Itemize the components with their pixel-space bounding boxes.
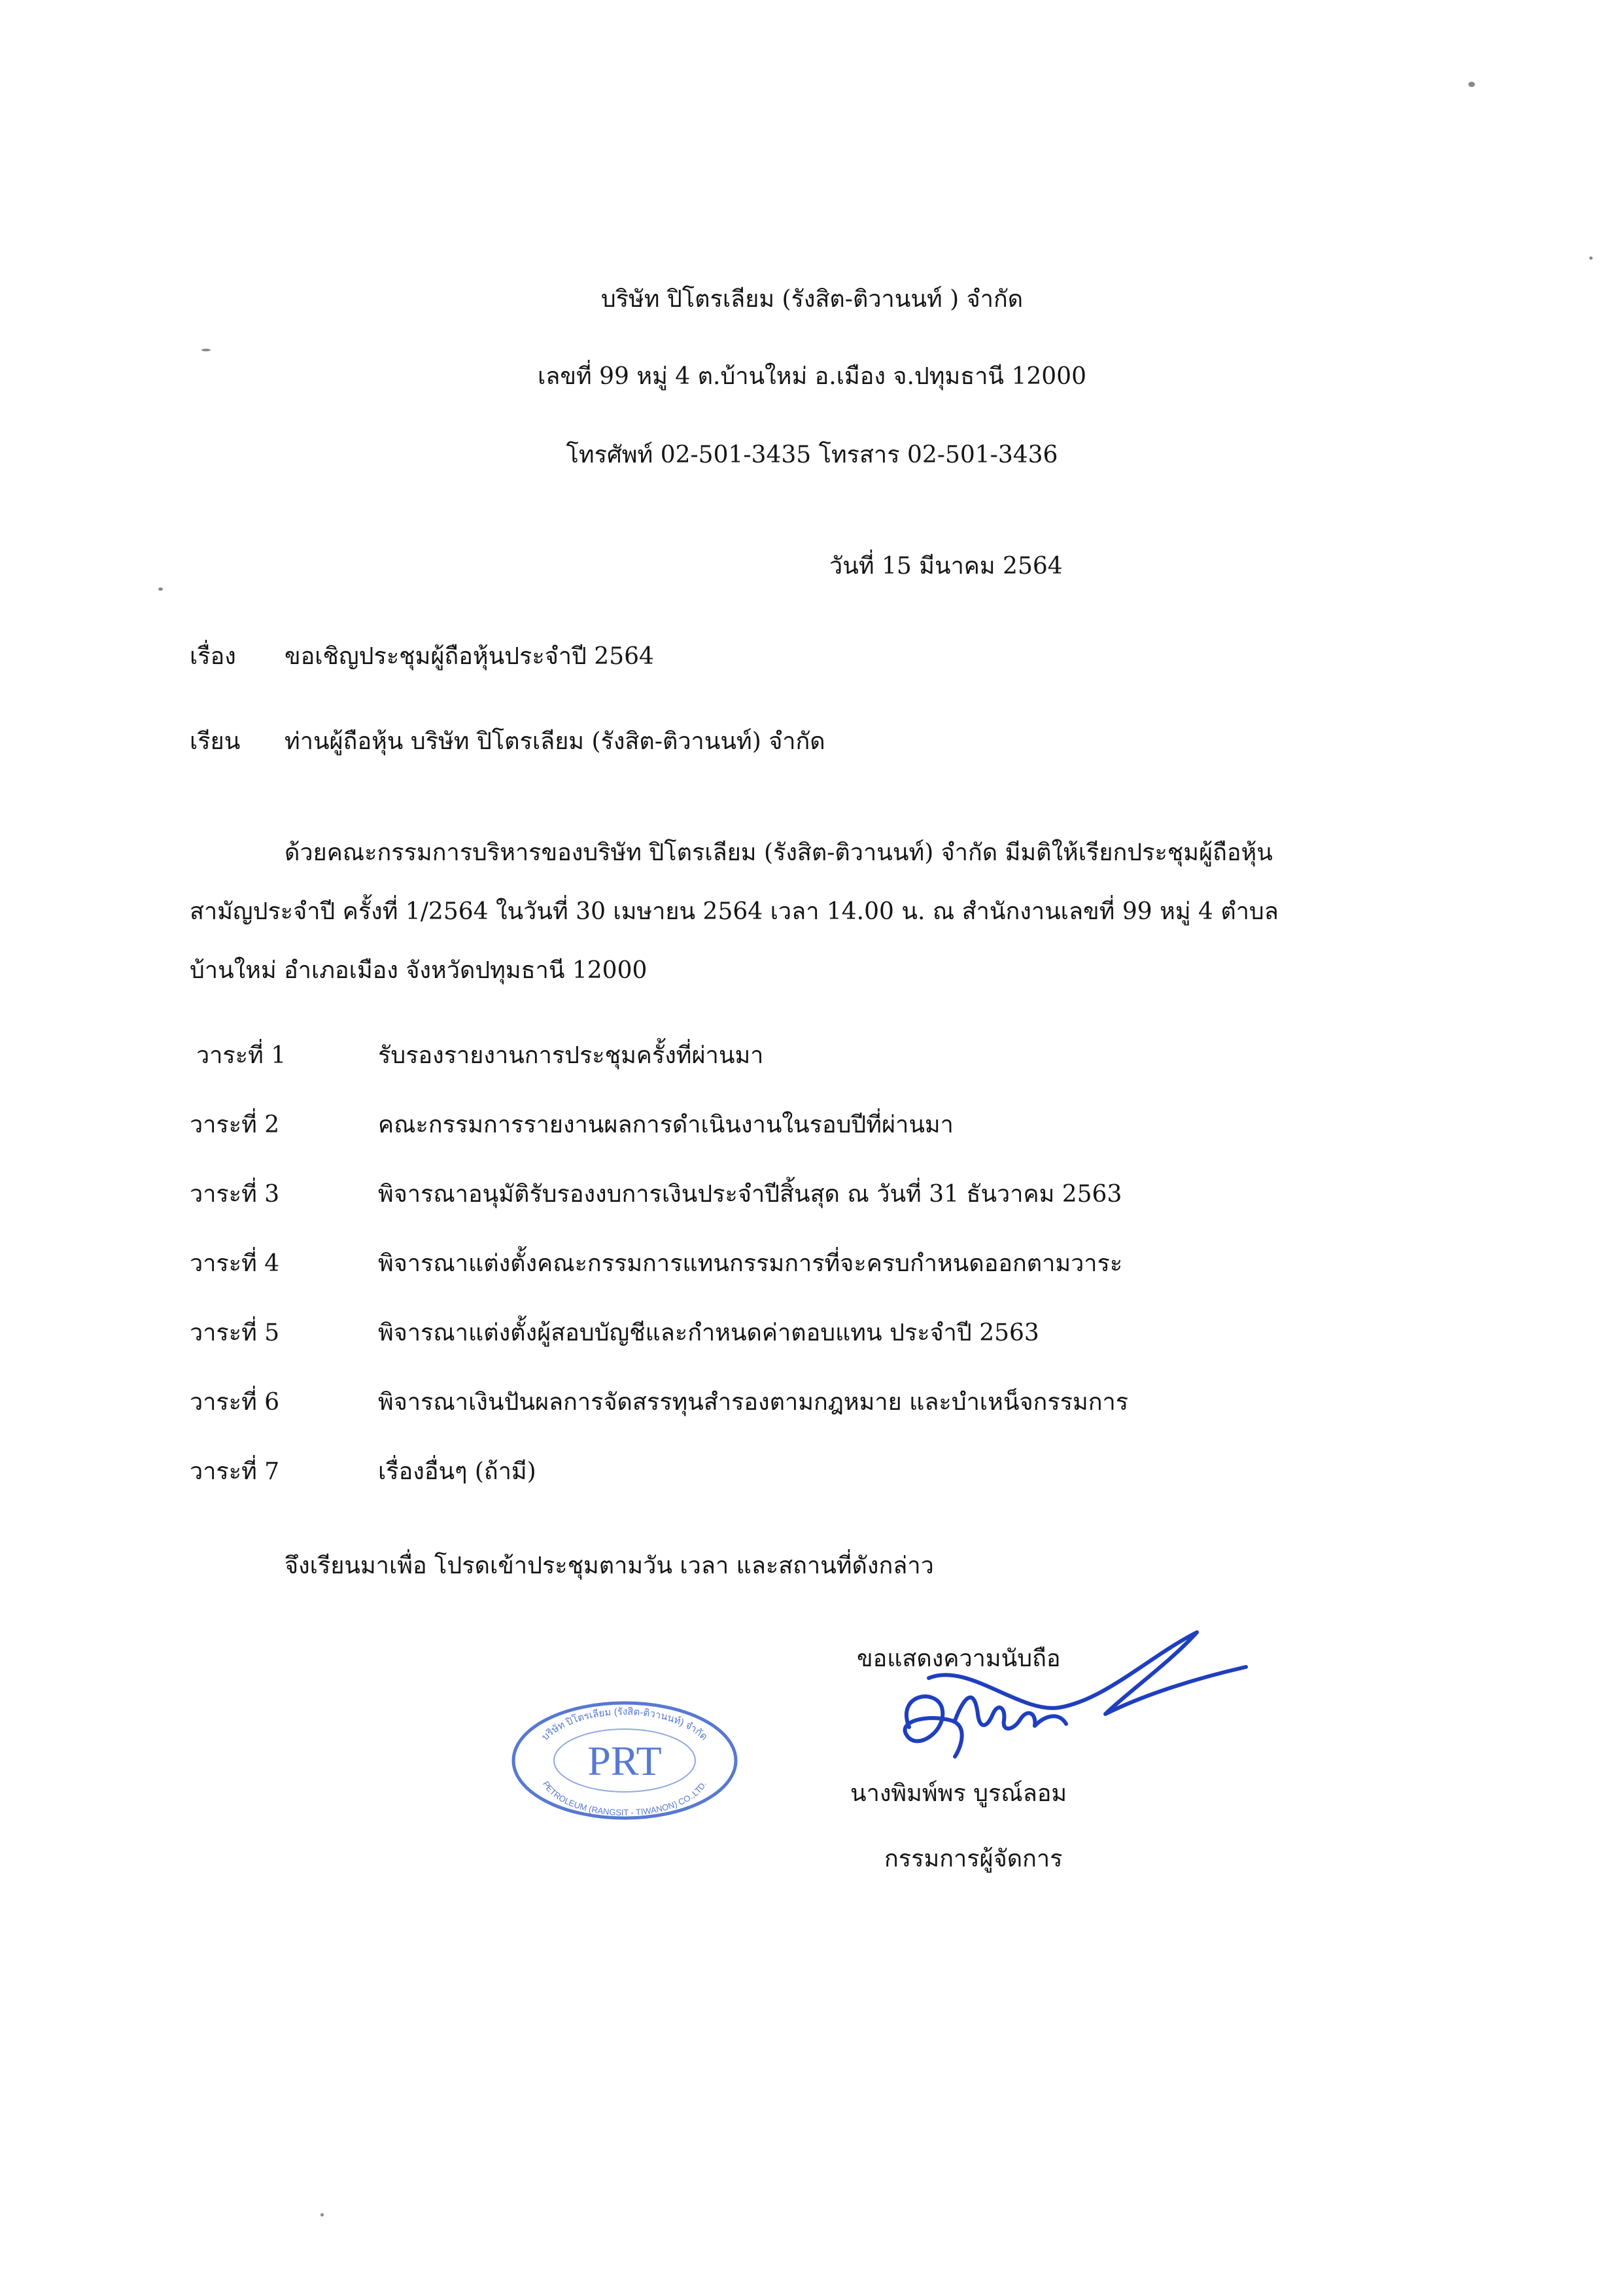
agenda-label-4: วาระที่ 4	[190, 1250, 280, 1277]
agenda-text-2: คณะกรรมการรายงานผลการดำเนินงานในรอบปีที่ผ่านมา	[378, 1112, 954, 1138]
scan-speck	[201, 349, 211, 351]
agenda-label-7: วาระที่ 7	[190, 1458, 280, 1485]
scan-speck	[320, 2213, 324, 2216]
signer-name: นางพิมพ์พร บูรณ์ลอม	[850, 1780, 1067, 1807]
svg-text:PETROLEUM (RANGSIT - TIWANON)	[541, 1779, 708, 1817]
agenda-label-3: วาระที่ 3	[190, 1181, 280, 1208]
company-address: เลขที่ 99 หมู่ 4 ต.บ้านใหม่ อ.เมือง จ.ปทุมธานี 12000	[538, 363, 1086, 390]
seal-logo: PRT	[587, 1738, 662, 1784]
scan-speck	[158, 587, 163, 591]
body-line-3: บ้านใหม่ อำเภอเมือง จังหวัดปทุมธานี 12000	[190, 957, 648, 984]
agenda-text-3: พิจารณาอนุมัติรับรองงบการเงินประจำปีสิ้นสุด ณ วันที่ 31 ธันวาคม 2563	[378, 1181, 1122, 1208]
scan-speck	[1468, 82, 1475, 87]
body-line-1: ด้วยคณะกรรมการบริหารของบริษัท ปิโตรเลียม (รังสิต-ติวานนท์) จำกัด มีมติให้เรียกประชุมผู้ถือหุ้น	[285, 839, 1273, 866]
agenda-label-5: วาระที่ 5	[190, 1320, 280, 1346]
agenda-text-4: พิจารณาแต่งตั้งคณะกรรมการแทนกรรมการที่จะครบกำหนดออกตามวาระ	[378, 1250, 1123, 1277]
handwritten-signature	[890, 1616, 1256, 1786]
body-line-2: สามัญประจำปี ครั้งที่ 1/2564 ในวันที่ 30 เมษายน 2564 เวลา 14.00 น. ณ สำนักงานเลขที่ 99 หมู่ 4 ตำบล	[190, 898, 1279, 925]
agenda-label-6: วาระที่ 6	[190, 1389, 280, 1416]
signer-title: กรรมการผู้จัดการ	[884, 1846, 1063, 1872]
agenda-label-1: วาระที่ 1	[196, 1042, 286, 1069]
company-seal	[507, 1698, 742, 1822]
recipient-label: เรียน	[190, 728, 241, 755]
company-contact: โทรศัพท์ 02-501-3435 โทรสาร 02-501-3436	[566, 442, 1058, 468]
sign-off: ขอแสดงความนับถือ	[857, 1645, 1061, 1672]
closing-text: จึงเรียนมาเพื่อ โปรดเข้าประชุมตามวัน เวลา และสถานที่ดังกล่าว	[285, 1552, 934, 1579]
agenda-text-1: รับรองรายงานการประชุมครั้งที่ผ่านมา	[378, 1042, 764, 1069]
subject-text: ขอเชิญประชุมผู้ถือหุ้นประจำปี 2564	[285, 643, 654, 670]
company-name: บริษัท ปิโตรเลียม (รังสิต-ติวานนท์ ) จำกัด	[600, 286, 1024, 313]
agenda-label-2: วาระที่ 2	[190, 1112, 280, 1138]
agenda-text-5: พิจารณาแต่งตั้งผู้สอบบัญชีและกำหนดค่าตอบแทน ประจำปี 2563	[378, 1320, 1039, 1346]
seal-arc-text-top: บริษัท ปิโตรเลียม (รังสิต-ติวานนท์) จำกัด	[540, 1706, 710, 1743]
seal-arc-text-bottom: PETROLEUM (RANGSIT - TIWANON) CO.,LTD.	[540, 1779, 708, 1818]
agenda-text-7: เรื่องอื่นๆ (ถ้ามี)	[378, 1458, 536, 1485]
agenda-text-6: พิจารณาเงินปันผลการจัดสรรทุนสำรองตามกฎหมาย และบำเหน็จกรรมการ	[378, 1389, 1129, 1416]
letter-date: วันที่ 15 มีนาคม 2564	[829, 553, 1063, 580]
scan-speck	[1589, 256, 1593, 260]
recipient-text: ท่านผู้ถือหุ้น บริษัท ปิโตรเลียม (รังสิต-ติวานนท์) จำกัด	[285, 728, 825, 755]
subject-label: เรื่อง	[190, 643, 236, 670]
